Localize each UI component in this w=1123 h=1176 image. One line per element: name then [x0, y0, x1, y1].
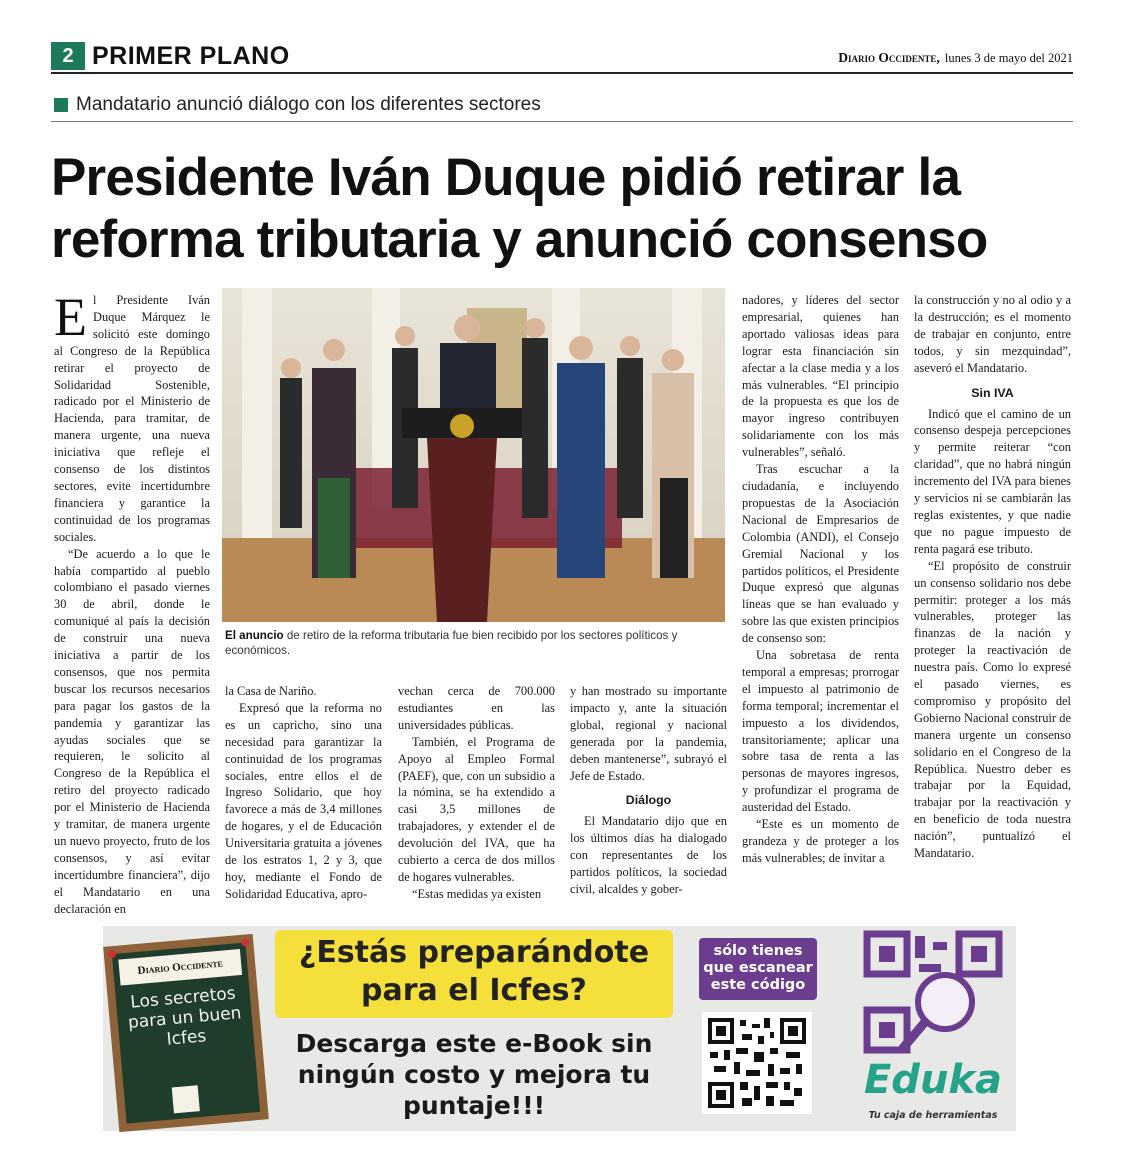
- paragraph: la Casa de Nariño.: [225, 684, 317, 698]
- magnifier-qr-icon: [863, 930, 1003, 1060]
- kicker-rule: [51, 121, 1073, 122]
- headline: Presidente Iván Duque pidió retirar la reforma tributaria y anunció consenso: [51, 148, 988, 269]
- paragraph: Tras escuchar a la ciudadanía, e incluyendo propuestas de la Asociación Nacional de Empresarios de Colombia (ANDI), el Consejo Gremial Nacional y los partidos políticos, el Presidente Duque expresó que algunas líneas que se han evaluado y sobre las que existen principios de consenso son:: [742, 462, 899, 646]
- paragraph: y han mostrado su importante impacto y, ante la situación global, regional y nacional generada por la pandemia, deben mantenerse”, subrayó el Jefe de Estado.: [570, 684, 727, 783]
- kicker-text: Mandatario anunció diálogo con los diferentes sectores: [76, 94, 541, 115]
- subhead-dialogo: Diálogo: [625, 793, 672, 808]
- paragraph: “De acuerdo a lo que le había compartido al pueblo colombiano el pasado viernes 30 de abril, donde le comuniqué al país la decisión de construir una nueva iniciativa a partir de los consensos, que nos permita buscar los recursos necesarios para pagar los gastos de la pandemia y garantizar las ayudas sociales que se requieren, le solicito al Congreso de la República el retiro del proyecto radicado por el Ministerio de Hacienda y tramitar, de manera urgente un nuevo proyecto, fruto de los consensos, y así evitar incertidumbre financiera”, dijo el Mandatario en una declaración en: [54, 546, 210, 916]
- newspaper-dateline: [838, 50, 1073, 66]
- press-conference-image: [222, 288, 725, 622]
- article-column-4: [570, 683, 727, 908]
- article-column-5: [742, 292, 899, 908]
- header-rule: [51, 72, 1073, 74]
- chalkboard-qr-icon: [172, 1085, 200, 1113]
- qr-code-icon: [706, 1016, 808, 1110]
- paragraph: vechan cerca de 700.000 estudiantes en las universidades públicas.: [398, 684, 555, 732]
- paragraph: Expresó que la reforma no es un capricho, sino una necesidad para garantizar la continuidad de los programas sociales, entre ellos el de Ingreso Solidario, que hoy favorece a más de 3,4 millones de hogares, y el de Educación Universitaria gratuita a jóvenes de los estratos 1, 2 y 3, que hoy, mediante el Fondo de Solidaridad Educativa, apro-: [225, 700, 382, 901]
- article-column-2: [225, 683, 382, 908]
- issue-date: lunes 3 de mayo del 2021: [944, 51, 1073, 65]
- kicker: [51, 93, 1073, 119]
- ad-question: ¿Estás preparándote para el Icfes?: [298, 935, 650, 1008]
- kicker-bullet: [54, 98, 68, 112]
- article-column-6: [914, 292, 1071, 908]
- caption-lead: El anuncio: [225, 629, 284, 642]
- paragraph: la construcción y no al odio y a la destrucción; es el momento de trabajar en conjunto, entre todos, y sin mezquindad”, aseveró el Mandatario.: [914, 293, 1071, 375]
- lead-paragraph: [54, 287, 210, 546]
- paragraph: Indicó que el camino de un consenso despeja percepciones y permite reiterar “con claridad”, que no habrá ningún incremento del IVA para bienes y servicios ni se cambiarán las reglas existentes, y que nadie que no pague impuesto de renta pagará ese tributo.: [914, 406, 1071, 556]
- newspaper-name: Diario Occidente,: [838, 50, 940, 65]
- paragraph: “El propósito de construir un consenso solidario nos debe permitir: proteger a los más vulnerables, proteger las finanzas de la nación y proteger la reactivación de nuestra país. Como lo expresé el pasado viernes, es compromiso y propósito del Gobierno Nacional construir de manera urgente un consenso solidario en el Congreso de la República. Nuestro deber es trabajar por la Equidad, trabajar por la reactivación y en beneficio de toda nuestra nación”, puntualizó el Mandatario.: [914, 558, 1071, 861]
- chalkboard-brand: Diario Occidente: [118, 949, 242, 986]
- paragraph: nadores, y líderes del sector empresarial, quienes han aportado valiosas ideas para lograr esta financiación sin afectar a la clase media y a los más vulnerables. “El principio de la propuesta es que los de mayor ingreso contribuyen solidariamente con los más vulnerables”, señaló.: [742, 293, 899, 460]
- chalkboard-surface: [112, 942, 260, 1123]
- article-column-3: [398, 683, 555, 908]
- paragraph: También, el Programa de Apoyo al Empleo Formal (PAEF), que, con un subsidio a la nómina, se ha extendido a casi 3,5 millones de trabajadores, y extender el de devolución del IVA, que ha cubierto a cerca de dos millos de hogares vulnerables.: [398, 734, 555, 884]
- paragraph: Una sobretasa de renta temporal a empresas; prorrogar el impuesto al patrimonio de forma temporal; incrementar el impuesto a los dividendos, transitoriamente; aplicar una sobre tasa de renta a las personas de mayores ingresos, y profundizar el programa de austeridad del Estado.: [742, 648, 899, 815]
- scan-instruction: sólo tienes que escanear este código: [699, 938, 817, 1000]
- page-number: 2: [51, 42, 85, 70]
- photo-caption: [225, 628, 725, 658]
- article-column-1: [54, 287, 210, 916]
- section-title: PRIMER PLANO: [92, 42, 290, 70]
- chalkboard-illustration: [103, 934, 269, 1132]
- ad-offer: Descarga este e-Book sin ningún costo y mejora tu puntaje!!!: [295, 1029, 653, 1120]
- qr-code[interactable]: [702, 1012, 812, 1114]
- chalkboard-text: Los secretos para un buen Icfes: [127, 983, 243, 1050]
- pin-icon: [241, 938, 250, 947]
- page-header: [51, 40, 1073, 72]
- paragraph: “Este es un momento de grandeza y de proteger a los más vulnerables; de invitar a: [742, 817, 899, 865]
- caption-text: de retiro de la reforma tributaria fue bien recibido por los sectores políticos y económicos.: [225, 629, 678, 657]
- advertisement-banner[interactable]: [103, 926, 1016, 1131]
- paragraph: El Mandatario dijo que en los últimos días ha dialogado con representantes de los partidos políticos, la sociedad civil, alcaldes y gober-: [570, 814, 727, 897]
- article-photo: [222, 288, 725, 622]
- brand-slogan: Tu caja de herramientas: [868, 1110, 998, 1121]
- drop-cap: E: [54, 287, 87, 347]
- lead-text: l Presidente Iván Duque Márquez le solicitó este domingo al Congreso de la República retirar el proyecto de Solidaridad Sostenible, radicado por el Ministerio de Hacienda, para tramitar, de manera urgente, una nueva iniciativa que refleje el consenso de los distintos sectores, evite incertidumbre financiera y garantice la continuidad de los programas sociales.: [54, 293, 210, 544]
- paragraph: “Estas medidas ya existen: [412, 886, 542, 901]
- subhead-sin-iva: Sin IVA: [971, 385, 1014, 400]
- brand-wordmark: Eduka: [863, 1057, 1003, 1103]
